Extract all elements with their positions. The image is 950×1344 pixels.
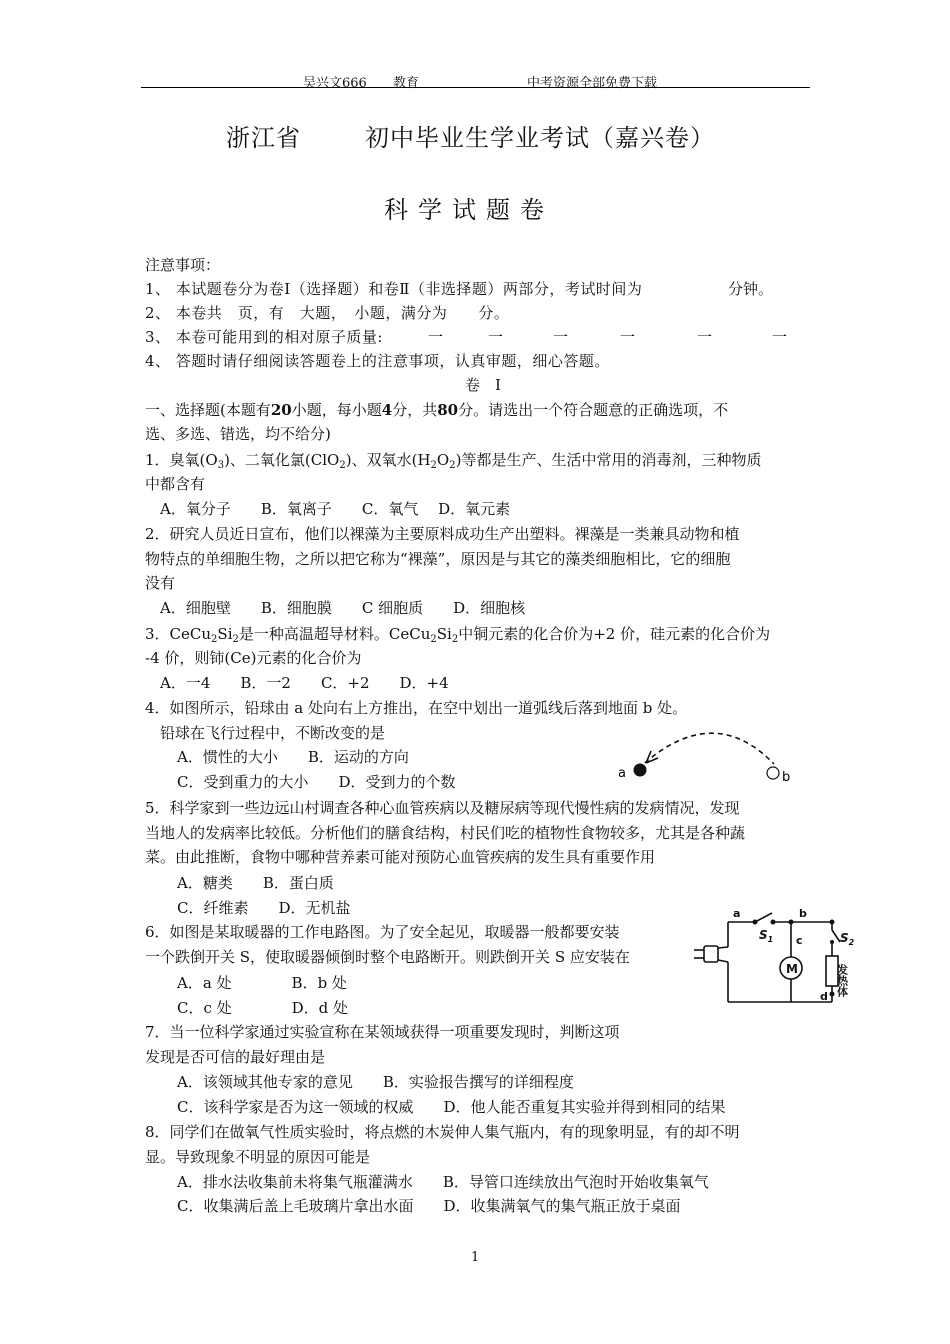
q5-options-cd: C．纤维素 D．无机盐: [177, 899, 351, 917]
label-s2: S: [840, 931, 849, 945]
q4-options-cd: C．受到重力的大小 D．受到力的个数: [177, 773, 456, 791]
q3-options: A．一4 B．一2 C．+2 D．+4: [160, 674, 449, 692]
q7-line-1: 7．当一位科学家通过实验宣称在某领域获得一项重要发现时，判断这项: [145, 1023, 620, 1041]
q6-line-1: 6．如图是某取暖器的工作电路图。为了安全起见，取暖器一般都要安装: [145, 923, 620, 941]
shot-put-figure: [612, 722, 802, 787]
q5-line-2: 当地人的发病率比较低。分析他们的膳食结构，村民们吃的植物性食物较多，尤其是各种蔬: [145, 824, 746, 842]
q4-options-ab: A．惯性的大小 B．运动的方向: [177, 748, 409, 766]
notes-heading: 注意事项：: [145, 256, 221, 274]
title-subject: 科学试题卷: [384, 196, 554, 224]
q2-line-1: 2．研究人员近日宣布，他们以裸藻为主要原料成功生产出塑料。裸藻是一类兼具动物和植: [145, 525, 740, 543]
q5-options-ab: A．糖类 B．蛋白质: [177, 874, 334, 892]
q1-line-2: 中都含有: [145, 475, 206, 493]
q6-line-2: 一个跌倒开关 S，使取暖器倾倒时整个电路断开。则跌倒开关 S 应安装在: [145, 948, 630, 966]
note-1-end: 分钟。: [728, 280, 774, 298]
q5-line-1: 5．科学家到一些边远山村调查各种心血管疾病以及糖尿病等现代慢性病的发病情况，发现: [145, 799, 740, 817]
label-s1: S: [759, 928, 768, 942]
note-4: 4、 答题时请仔细阅读答题卷上的注意事项，认真审题，细心答题。: [145, 352, 610, 370]
svg-text:S1: $S_1$: [759, 928, 774, 944]
q2-options: A．细胞壁 B．细胞膜 C 细胞质 D．细胞核: [160, 599, 526, 617]
page-number: 1: [471, 1250, 480, 1265]
header-rule: [141, 87, 810, 88]
q2-line-2: 物特点的单细胞生物，之所以把它称为“裸藻”，原因是与其它的藻类细胞相比，它的细胞: [145, 550, 731, 568]
q8-options-cd: C．收集满后盖上毛玻璃片拿出水面 D．收集满氧气的集气瓶正放于桌面: [177, 1197, 681, 1215]
label-a: a: [618, 766, 626, 781]
section-heading: 一、选择题(本题有20小题，每小题4分，共80分。请选出一个符合题意的正确选项，不: [145, 401, 729, 419]
q1-options: A．氧分子 B．氧离子 C．氧气 D．氧元素: [160, 500, 511, 518]
q7-options-cd: C．该科学家是否为这一领域的权威 D．他人能否重复其实验并得到相同的结果: [177, 1098, 726, 1116]
header-left: 吴兴文666: [303, 76, 367, 91]
q4-line-1: 4．如图所示，铅球由 a 处向右上方推出，在空中划出一道弧线后落到地面 b 处。: [145, 699, 688, 717]
q4-line-2: 铅球在飞行过程中，不断改变的是: [160, 724, 386, 742]
note-2: 2、 本卷共 页，有 大题， 小题，满分为 分。: [145, 304, 510, 322]
label-b: b: [799, 907, 807, 920]
note-3-dash: 一: [620, 328, 636, 346]
note-1: 1、 本试题卷分为卷Ⅰ（选择题）和卷Ⅱ（非选择题）两部分，考试时间为: [145, 280, 643, 298]
section-heading-2: 选、多选、错选，均不给分): [145, 425, 331, 443]
q3-line-1: 3．$CeCu_2Si_2$是一种高温超导材料。$CeCu_2Si_2$中铜元素的化合价为+2 价，硅元素的化合价为: [145, 625, 771, 645]
q8-options-ab: A．排水法收集前未将集气瓶灌满水 B．导管口连续放出气泡时开始收集氧气: [177, 1173, 709, 1191]
note-3-dash: 一: [428, 328, 444, 346]
header-right: 中考资源全部免费下载: [527, 76, 658, 91]
label-c: c: [796, 934, 803, 947]
label-d: d: [820, 990, 828, 1003]
title-exam: 初中毕业生学业考试（嘉兴卷）: [365, 124, 715, 152]
motor-symbol: M: [786, 962, 798, 976]
note-3-dash: 一: [772, 328, 788, 346]
label-b: b: [782, 770, 791, 785]
header-middle: 教育: [393, 76, 420, 91]
q8-line-1: 8．同学们在做氧气性质实验时，将点燃的木炭伸人集气瓶内，有的现象明显，有的却不明: [145, 1123, 740, 1141]
q7-line-2: 发现是否可信的最好理由是: [145, 1048, 326, 1066]
svg-text:S2: $S_2$: [840, 931, 855, 947]
title-province: 浙江省: [226, 124, 301, 152]
q2-line-3: 没有: [145, 574, 176, 592]
note-3-dash: 一: [488, 328, 504, 346]
note-3: 3、 本卷可能用到的相对原子质量:: [145, 328, 383, 346]
q6-options-ab: A．a 处 B．b 处: [177, 974, 347, 992]
q7-options-ab: A．该领域其他专家的意见 B．实验报告撰写的详细程度: [177, 1073, 574, 1091]
circuit-figure: [688, 902, 858, 1012]
heater-label: 发热体: [835, 964, 849, 997]
q5-line-3: 菜。由此推断，食物中哪种营养素可能对预防心血管疾病的发生具有重要作用: [145, 848, 656, 866]
note-3-dash: 一: [697, 328, 713, 346]
q1-line-1: 1．臭氧$(O_3)$、二氧化氯(ClO$_2$)、双氧水$(H_2O_2)$等都是生产、生活中常用的消毒剂，三种物质: [145, 451, 762, 471]
note-3-dash: 一: [553, 328, 569, 346]
q3-line-2: -4 价，则铈(Ce)元素的化合价为: [145, 649, 362, 667]
volume-label: 卷 Ⅰ: [465, 376, 501, 394]
label-a: a: [733, 907, 741, 920]
q6-options-cd: C．c 处 D．d 处: [177, 999, 349, 1017]
q8-line-2: 显。导致现象不明显的原因可能是: [145, 1148, 371, 1166]
